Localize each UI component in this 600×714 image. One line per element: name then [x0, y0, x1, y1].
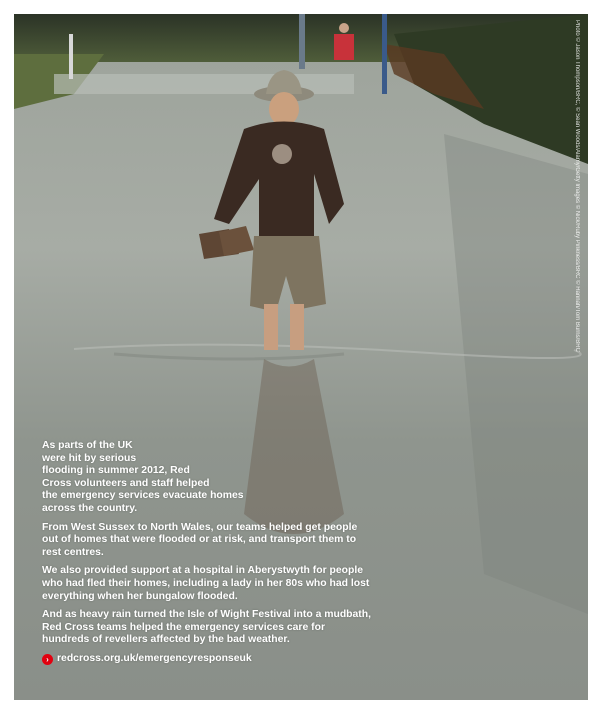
emergency-response-link[interactable]: redcross.org.uk/emergencyresponseuk: [57, 652, 252, 664]
intro-line: across the country.: [42, 502, 138, 514]
article-text: [42, 440, 372, 666]
intro-line: Cross volunteers and staff helped: [42, 477, 210, 489]
photo-credit: [570, 20, 580, 490]
intro-line: the emergency services evacuate homes: [42, 490, 244, 502]
chevron-right-icon: ›: [42, 654, 53, 665]
aberystwyth-paragraph: We also provided support at a hospital in Aberystwyth for people who had fled their homes, including a lady in her 80s who had lost everything when her bungalow flooded.: [42, 565, 370, 602]
emergency-response-link-row[interactable]: [42, 653, 372, 666]
intro-line: As parts of the UK: [42, 440, 133, 451]
intro-line: flooding in summer 2012, Red: [42, 465, 190, 477]
isle-of-wight-paragraph: And as heavy rain turned the Isle of Wight Festival into a mudbath, Red Cross teams helped the emergency services care for hundreds of revellers affected by the bad weather.: [42, 609, 371, 646]
intro-paragraph: [42, 440, 372, 516]
west-sussex-paragraph: From West Sussex to North Wales, our teams helped get people out of homes that were flooded or at risk, and transport them to rest centres.: [42, 521, 358, 558]
photo-credit-text: Photo © Jason Thompson/BRC, © Sean Woods/Alamy/Getty Images © Nick/Ruby Pinkness/BRC © Hannah/Tom Burns/BRC: [574, 20, 580, 352]
intro-line: were hit by serious: [42, 452, 137, 464]
